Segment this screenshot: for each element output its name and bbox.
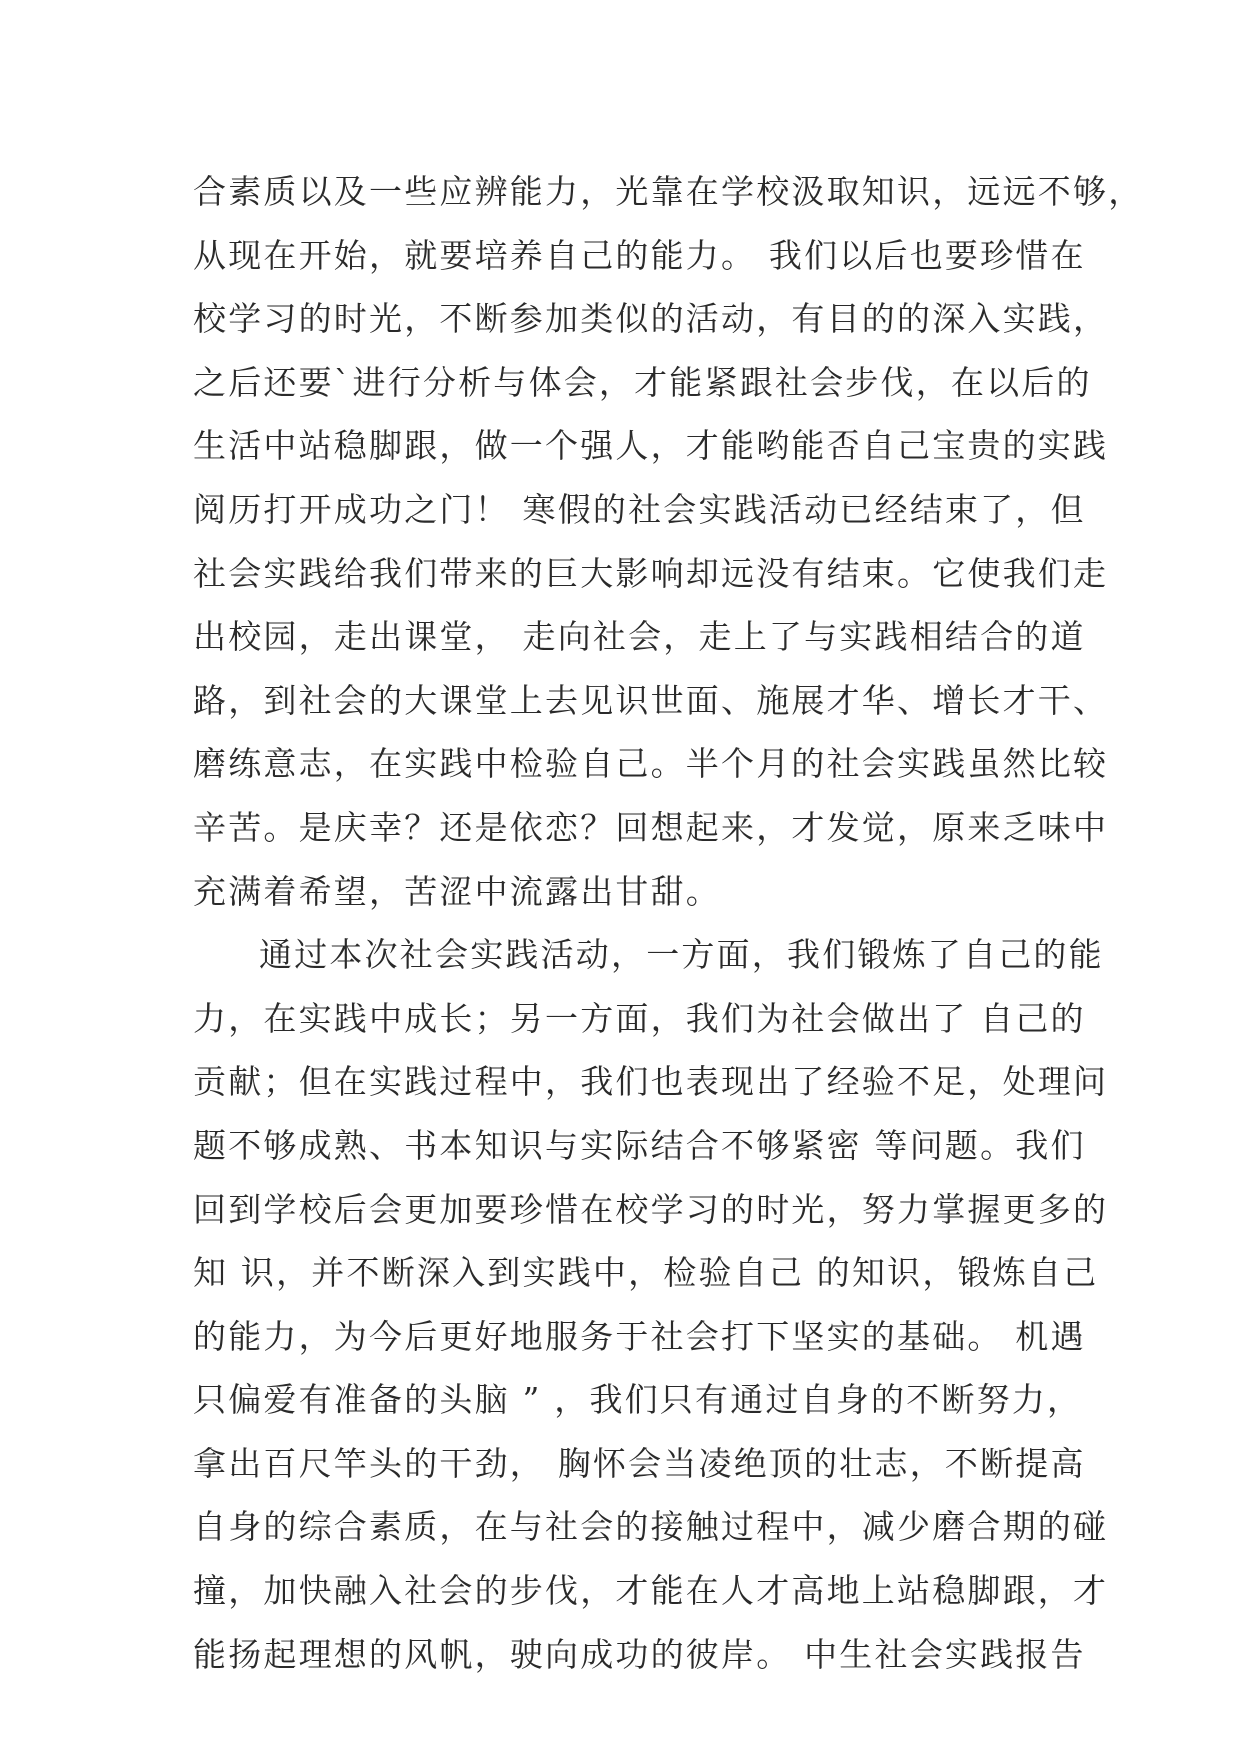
text-line: 之后还要`进行分析与体会，才能紧跟社会步伐，在以后的 bbox=[193, 362, 1092, 402]
text-line: 充满着希望，苦涩中流露出甘甜。 bbox=[193, 871, 721, 911]
text-line: 知 识，并不断深入到实践中，检验自己 的知识，锻炼自己 bbox=[193, 1253, 1099, 1293]
text-line: 阅历打开成功之门！ 寒假的社会实践活动已经结束了，但 bbox=[193, 489, 1086, 529]
text-line: 从现在开始，就要培养自己的能力。 我们以后也要珍惜在 bbox=[193, 235, 1086, 275]
text-line: 回到学校后会更加要珍惜在校学习的时光，努力掌握更多的 bbox=[193, 1189, 1109, 1229]
text-line: 的能力，为今后更好地服务于社会打下坚实的基础。 机遇 bbox=[193, 1316, 1086, 1356]
paragraph-start-line: 通过本次社会实践活动，一方面，我们锻炼了自己的能 bbox=[259, 935, 1104, 975]
text-line: 磨练意志，在实践中检验自己。半个月的社会实践虽然比较 bbox=[193, 744, 1109, 784]
text-line: 题不够成熟、书本知识与实际结合不够紧密 等问题。我们 bbox=[193, 1125, 1086, 1165]
body-text bbox=[193, 160, 1144, 1686]
text-line: 撞，加快融入社会的步伐，才能在人才高地上站稳脚跟，才 bbox=[193, 1571, 1109, 1611]
text-line: 只偏爱有准备的头脑 ” ，我们只有通过自身的不断努力， bbox=[193, 1380, 1083, 1420]
text-line: 能扬起理想的风帆，驶向成功的彼岸。 中生社会实践报告 bbox=[193, 1634, 1086, 1674]
text-line: 力，在实践中成长；另一方面，我们为社会做出了 自己的 bbox=[193, 998, 1086, 1038]
text-line: 辛苦。是庆幸？还是依恋？回想起来，才发觉，原来乏味中 bbox=[193, 807, 1109, 847]
text-line: 路，到社会的大课堂上去见识世面、施展才华、增长才干、 bbox=[193, 680, 1109, 720]
text-line: 校学习的时光，不断参加类似的活动，有目的的深入实践， bbox=[193, 299, 1109, 339]
text-line: 出校园，走出课堂， 走向社会，走上了与实践相结合的道 bbox=[193, 617, 1086, 657]
text-line: 自身的综合素质，在与社会的接触过程中，减少磨合期的碰 bbox=[193, 1507, 1109, 1547]
text-line: 拿出百尺竿头的干劲， 胸怀会当凌绝顶的壮志，不断提高 bbox=[193, 1443, 1086, 1483]
text-line: 合素质以及一些应辨能力，光靠在学校汲取知识，远远不够， bbox=[193, 172, 1144, 211]
text-line: 社会实践给我们带来的巨大影响却远没有结束。它使我们走 bbox=[193, 553, 1109, 593]
text-line: 贡献；但在实践过程中，我们也表现出了经验不足，处理问 bbox=[193, 1062, 1109, 1102]
text-line: 生活中站稳脚跟，做一个强人，才能哟能否自己宝贵的实践 bbox=[193, 426, 1109, 466]
